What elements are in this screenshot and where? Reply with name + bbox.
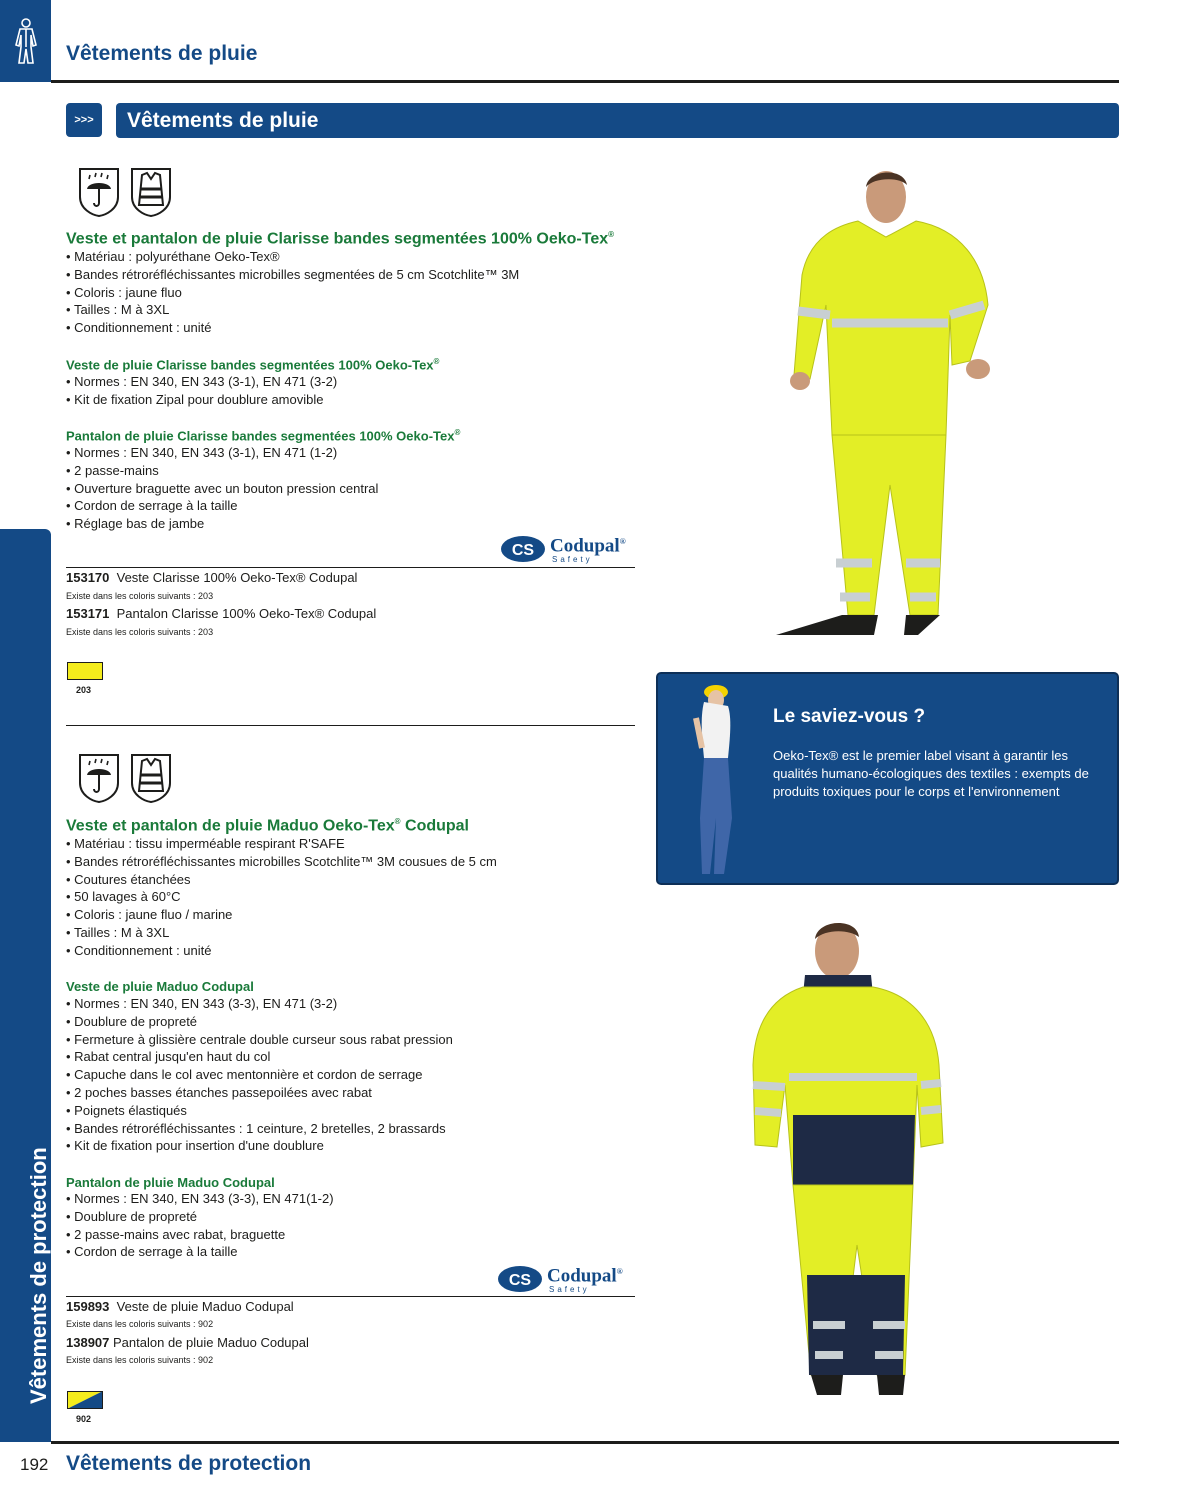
list-item: • 2 passe-mains xyxy=(66,462,378,480)
high-visibility-icon xyxy=(130,753,172,803)
list-item: • Conditionnement : unité xyxy=(66,942,497,960)
header-rule xyxy=(51,80,1119,83)
brand-tagline: Safety xyxy=(552,555,593,565)
side-tab-label: Vêtements de protection xyxy=(26,1147,51,1404)
header-icon-box xyxy=(0,0,51,82)
list-item: • Normes : EN 340, EN 343 (3-1), EN 471 (3-2) xyxy=(66,373,337,391)
product1-sub2-features xyxy=(66,444,378,533)
list-item: • Doublure de propreté xyxy=(66,1013,453,1031)
list-item: • 2 poches basses étanches passepoilées avec rabat xyxy=(66,1084,453,1102)
rain-protection-icon xyxy=(78,753,120,803)
product1-ref-1: 153170 Veste Clarisse 100% Oeko-Tex® Codupal xyxy=(66,570,358,585)
info-title: Le saviez-vous ? xyxy=(773,706,926,727)
product2-ref-rule xyxy=(66,1296,635,1297)
list-item: • Normes : EN 340, EN 343 (3-3), EN 471 (3-2) xyxy=(66,995,453,1013)
product2-features xyxy=(66,835,497,960)
product1-ref-1-colors: Existe dans les coloris suivants : 203 xyxy=(66,591,214,601)
header-title: Vêtements de pluie xyxy=(66,42,258,65)
codupal-logo-icon xyxy=(500,535,546,563)
list-item: • Conditionnement : unité xyxy=(66,319,519,337)
page-number: 192 xyxy=(20,1455,49,1474)
section-banner: Vêtements de pluie xyxy=(116,103,1119,138)
color-swatch-label: 203 xyxy=(76,685,92,695)
list-item: • Rabat central jusqu'en haut du col xyxy=(66,1048,453,1066)
color-swatch-label: 902 xyxy=(76,1414,92,1424)
color-swatch-902 xyxy=(67,1391,103,1409)
product1-photo xyxy=(770,165,1000,645)
list-item: • Tailles : M à 3XL xyxy=(66,301,519,319)
list-item: • Doublure de propreté xyxy=(66,1208,334,1226)
brand-initials: CS xyxy=(508,1271,532,1289)
list-item: • Coloris : jaune fluo xyxy=(66,284,519,302)
product1-ref-2: 153171 Pantalon Clarisse 100% Oeko-Tex® Codupal xyxy=(66,606,377,621)
list-item: • Matériau : tissu imperméable respirant R'SAFE xyxy=(66,835,497,853)
list-item: • Poignets élastiqués xyxy=(66,1102,453,1120)
product2-ref-2: 138907 Pantalon de pluie Maduo Codupal xyxy=(66,1335,309,1350)
product1-pictograms xyxy=(78,167,172,217)
list-item: • Normes : EN 340, EN 343 (3-3), EN 471(1-2) xyxy=(66,1190,334,1208)
product2-ref-1: 159893 Veste de pluie Maduo Codupal xyxy=(66,1299,294,1314)
product1-title: Veste et pantalon de pluie Clarisse bandes segmentées 100% Oeko-Tex® xyxy=(66,230,615,248)
list-item: • Capuche dans le col avec mentonnière et cordon de serrage xyxy=(66,1066,453,1084)
brand-name: Codupal® xyxy=(550,535,626,557)
codupal-logo-icon xyxy=(497,1265,543,1293)
list-item: • Kit de fixation pour insertion d'une doublure xyxy=(66,1137,453,1155)
worker-illustration xyxy=(690,678,750,878)
product2-sub2-title: Pantalon de pluie Maduo Codupal xyxy=(66,1175,275,1190)
product1-features xyxy=(66,248,519,337)
list-item: • Ouverture braguette avec un bouton pression central xyxy=(66,480,378,498)
product2-ref-2-colors: Existe dans les coloris suivants : 902 xyxy=(66,1355,214,1365)
product2-pictograms xyxy=(78,753,172,803)
product-separator xyxy=(66,725,635,726)
list-item: • 2 passe-mains avec rabat, braguette xyxy=(66,1226,334,1244)
footer-rule xyxy=(51,1441,1119,1444)
list-item: • Cordon de serrage à la taille xyxy=(66,497,378,515)
list-item: • Bandes rétroréfléchissantes : 1 ceinture, 2 bretelles, 2 brassards xyxy=(66,1120,453,1138)
rain-protection-icon xyxy=(78,167,120,217)
list-item: • Tailles : M à 3XL xyxy=(66,924,497,942)
list-item: • Réglage bas de jambe xyxy=(66,515,378,533)
brand-name: Codupal® xyxy=(547,1265,623,1287)
list-item: • Bandes rétroréfléchissantes microbilles Scotchlite™ 3M cousues de 5 cm xyxy=(66,853,497,871)
product1-sub2-title: Pantalon de pluie Clarisse bandes segmentées 100% Oeko-Tex® xyxy=(66,428,461,444)
brand-tagline: Safety xyxy=(549,1285,590,1295)
section-arrow-badge: >>> xyxy=(66,103,102,137)
product2-sub2-features xyxy=(66,1190,334,1261)
product1-ref-2-colors: Existe dans les coloris suivants : 203 xyxy=(66,627,214,637)
footer-title: Vêtements de protection xyxy=(66,1452,312,1475)
protective-suit-icon xyxy=(12,17,40,65)
product1-ref-rule xyxy=(66,567,635,568)
color-swatch-203 xyxy=(67,662,103,680)
list-item: • 50 lavages à 60°C xyxy=(66,888,497,906)
product1-sub1-features xyxy=(66,373,337,409)
list-item: • Fermeture à glissière centrale double curseur sous rabat pression xyxy=(66,1031,453,1049)
list-item: • Coutures étanchées xyxy=(66,871,497,889)
product1-sub1-title: Veste de pluie Clarisse bandes segmentées 100% Oeko-Tex® xyxy=(66,357,440,373)
product2-title: Veste et pantalon de pluie Maduo Oeko-Tex® Codupal xyxy=(66,817,469,835)
list-item: • Matériau : polyuréthane Oeko-Tex® xyxy=(66,248,519,266)
brand-logo xyxy=(497,1263,623,1294)
list-item: • Cordon de serrage à la taille xyxy=(66,1243,334,1261)
info-text: Oeko-Tex® est le premier label visant à garantir les qualités humano-écologiques des textiles : exempts de produits toxiques pour le corps et l'environnement xyxy=(773,748,1089,799)
high-visibility-icon xyxy=(130,167,172,217)
brand-logo xyxy=(500,533,626,564)
list-item: • Normes : EN 340, EN 343 (3-1), EN 471 (1-2) xyxy=(66,444,378,462)
product2-ref-1-colors: Existe dans les coloris suivants : 902 xyxy=(66,1319,214,1329)
brand-initials: CS xyxy=(511,541,535,559)
list-item: • Kit de fixation Zipal pour doublure amovible xyxy=(66,391,337,409)
list-item: • Bandes rétroréfléchissantes microbilles segmentées de 5 cm Scotchlite™ 3M xyxy=(66,266,519,284)
list-item: • Coloris : jaune fluo / marine xyxy=(66,906,497,924)
product2-photo xyxy=(745,915,955,1410)
product2-sub1-title: Veste de pluie Maduo Codupal xyxy=(66,979,254,994)
product2-sub1-features xyxy=(66,995,453,1155)
